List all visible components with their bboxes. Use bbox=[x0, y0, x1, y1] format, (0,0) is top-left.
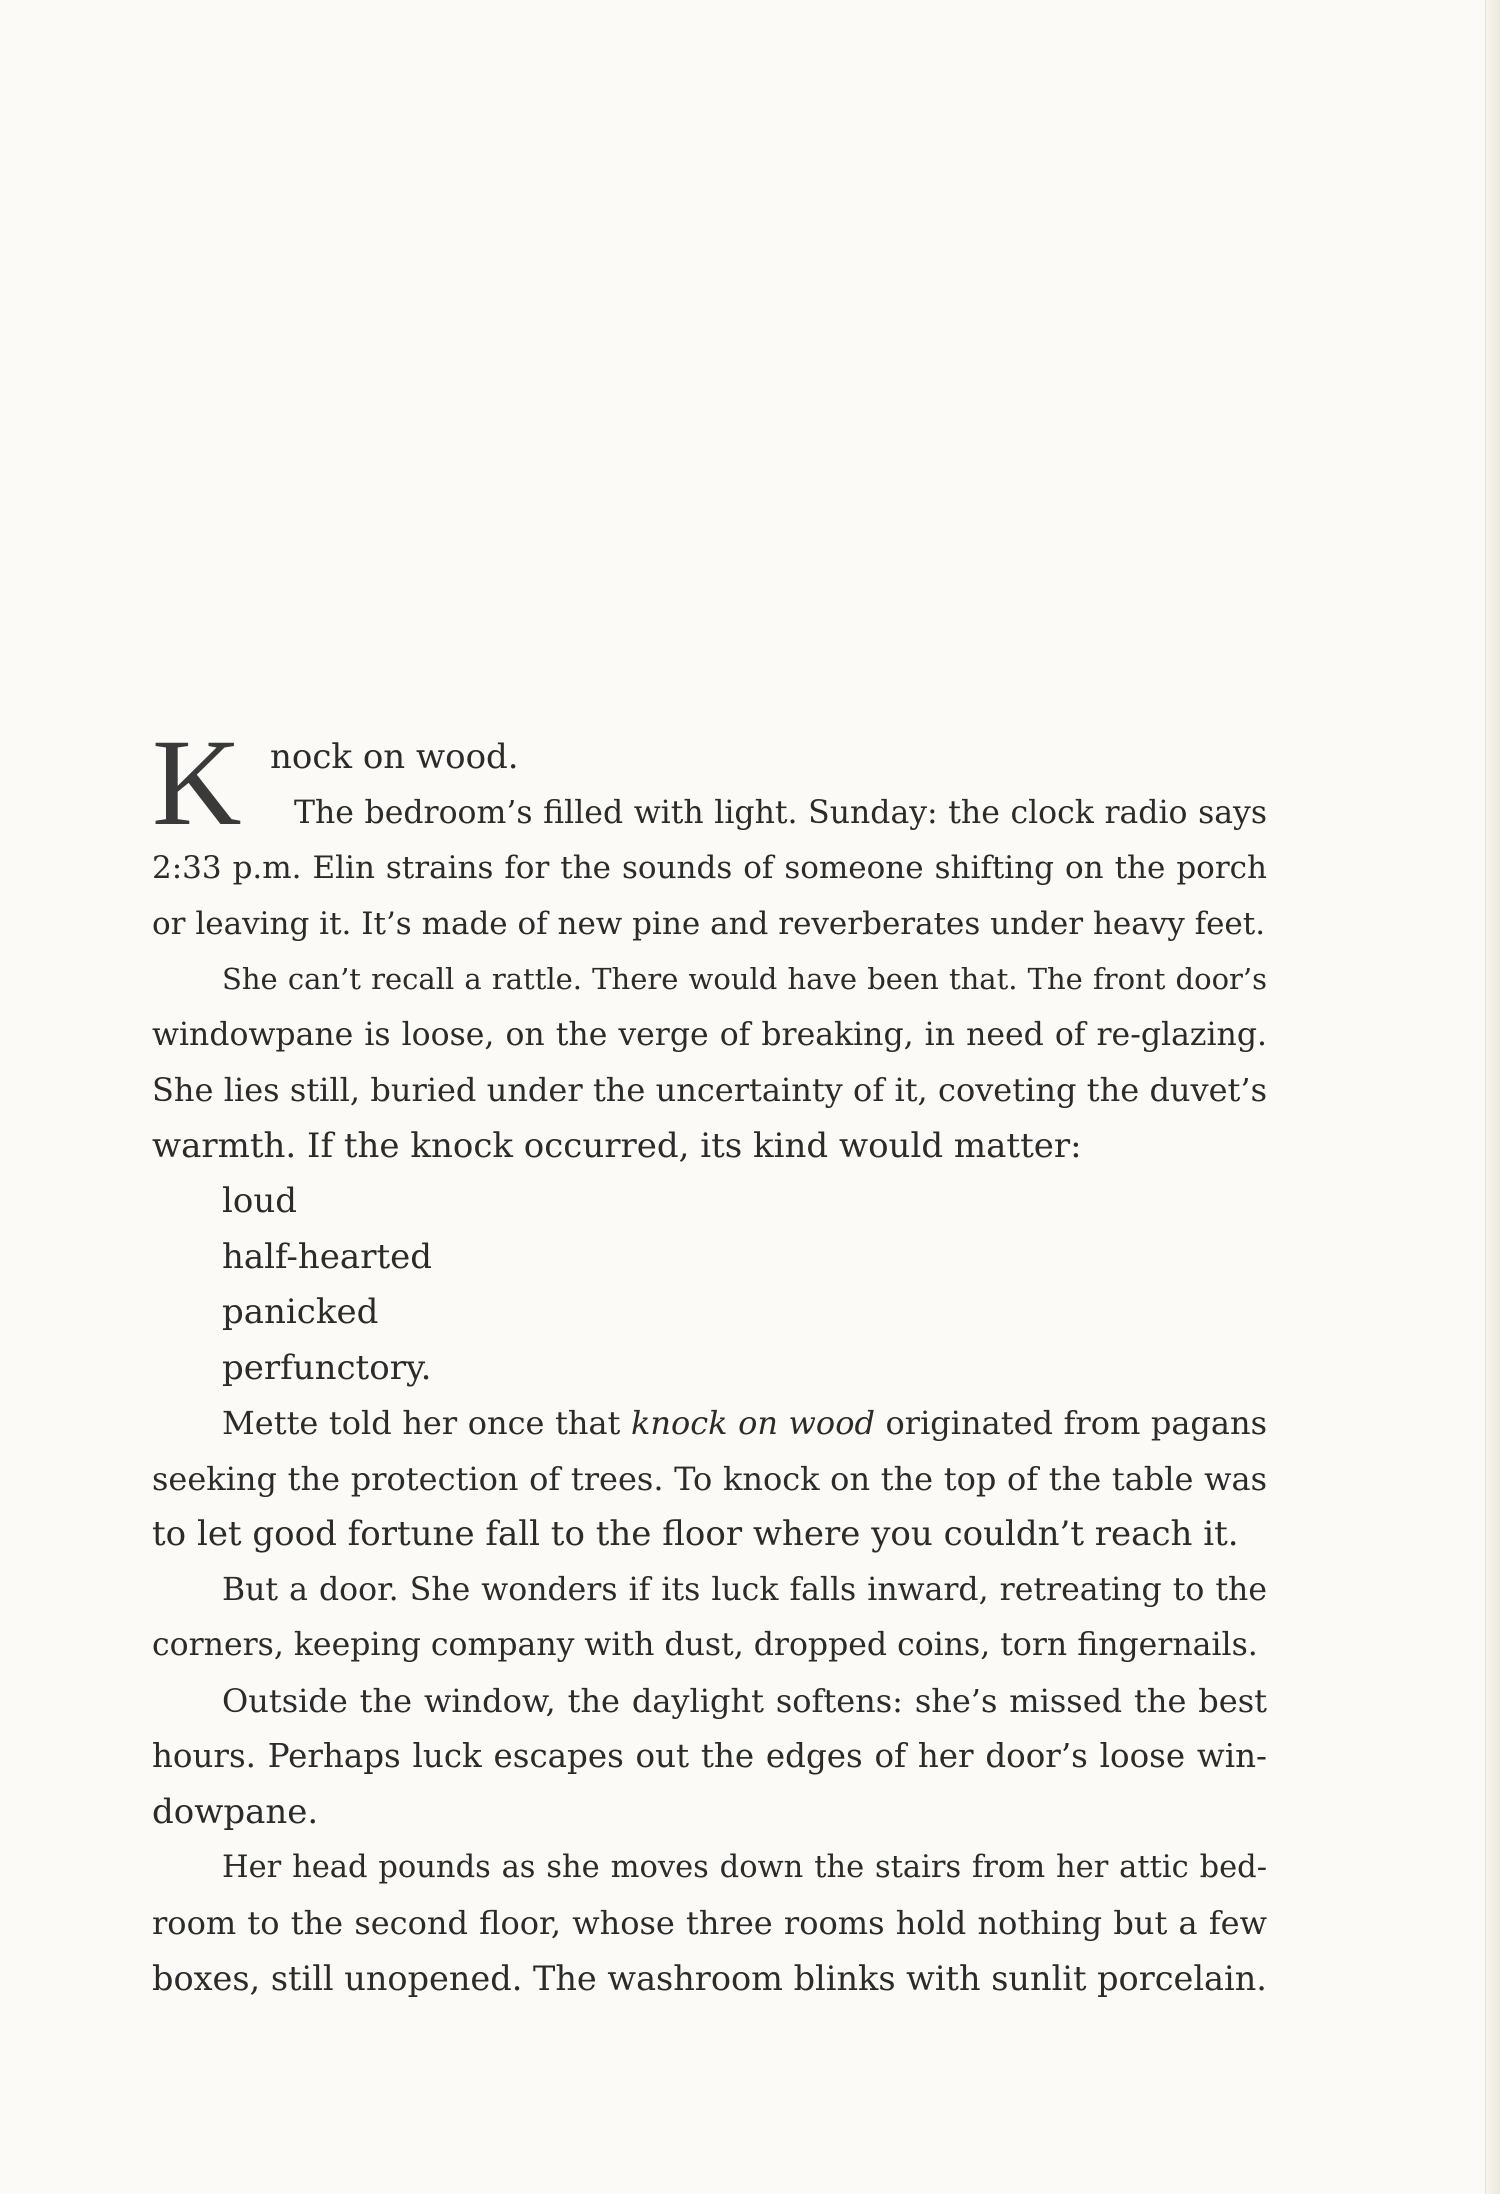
text-line: to let good fortune fall to the floor where you couldn’t reach it. bbox=[152, 1514, 1239, 1554]
page-edge bbox=[1485, 0, 1500, 2194]
text-line: corners, keeping company with dust, dropped coins, torn fingernails. bbox=[152, 1627, 1258, 1663]
text-segment: Mette told her once that bbox=[222, 1404, 631, 1442]
italic-phrase: knock on wood bbox=[630, 1404, 875, 1442]
text-line: windowpane is loose, on the verge of breaking, in need of re-glazing. bbox=[152, 1016, 1267, 1053]
text-segment: originated from pagans bbox=[874, 1404, 1268, 1442]
list-item: perfunctory. bbox=[222, 1347, 432, 1388]
text-line: She can’t recall a rattle. There would have been that. The front door’s bbox=[222, 962, 1267, 996]
text-line: Her head pounds as she moves down the stairs from her attic bed- bbox=[222, 1850, 1267, 1885]
body-text bbox=[152, 714, 1268, 2007]
list-item: half-hearted bbox=[222, 1236, 432, 1277]
text-line: dowpane. bbox=[152, 1791, 319, 1832]
text-line: boxes, still unopened. The washroom blinks with sunlit porcelain. bbox=[152, 1959, 1267, 1998]
text-line: seeking the protection of trees. To knock on the top of the table was bbox=[152, 1459, 1267, 1498]
text-line: She lies still, buried under the uncertainty of it, coveting the duvet’s bbox=[152, 1071, 1267, 1109]
list-item: loud bbox=[222, 1181, 298, 1221]
list-item: panicked bbox=[222, 1292, 379, 1332]
text-line: or leaving it. It’s made of new pine and reverberates under heavy feet. bbox=[152, 905, 1266, 942]
text-line: The bedroom’s filled with light. Sunday: the clock radio says bbox=[294, 794, 1267, 831]
text-line: room to the second floor, whose three rooms hold nothing but a few bbox=[152, 1903, 1267, 1942]
text-line: 2:33 p.m. Elin strains for the sounds of someone shifting on the porch bbox=[152, 850, 1267, 886]
text-line bbox=[152, 1396, 1267, 1452]
text-line: But a door. She wonders if its luck falls inward, retreating to the bbox=[222, 1571, 1267, 1608]
text-line: hours. Perhaps luck escapes out the edges of her door’s loose win- bbox=[152, 1737, 1267, 1775]
text-line: Outside the window, the daylight softens: she’s missed the best bbox=[222, 1681, 1267, 1720]
text-line: warmth. If the knock occurred, its kind would matter: bbox=[152, 1125, 1082, 1166]
drop-cap: K bbox=[152, 714, 242, 851]
text-line-content: nock on wood. bbox=[270, 737, 519, 777]
